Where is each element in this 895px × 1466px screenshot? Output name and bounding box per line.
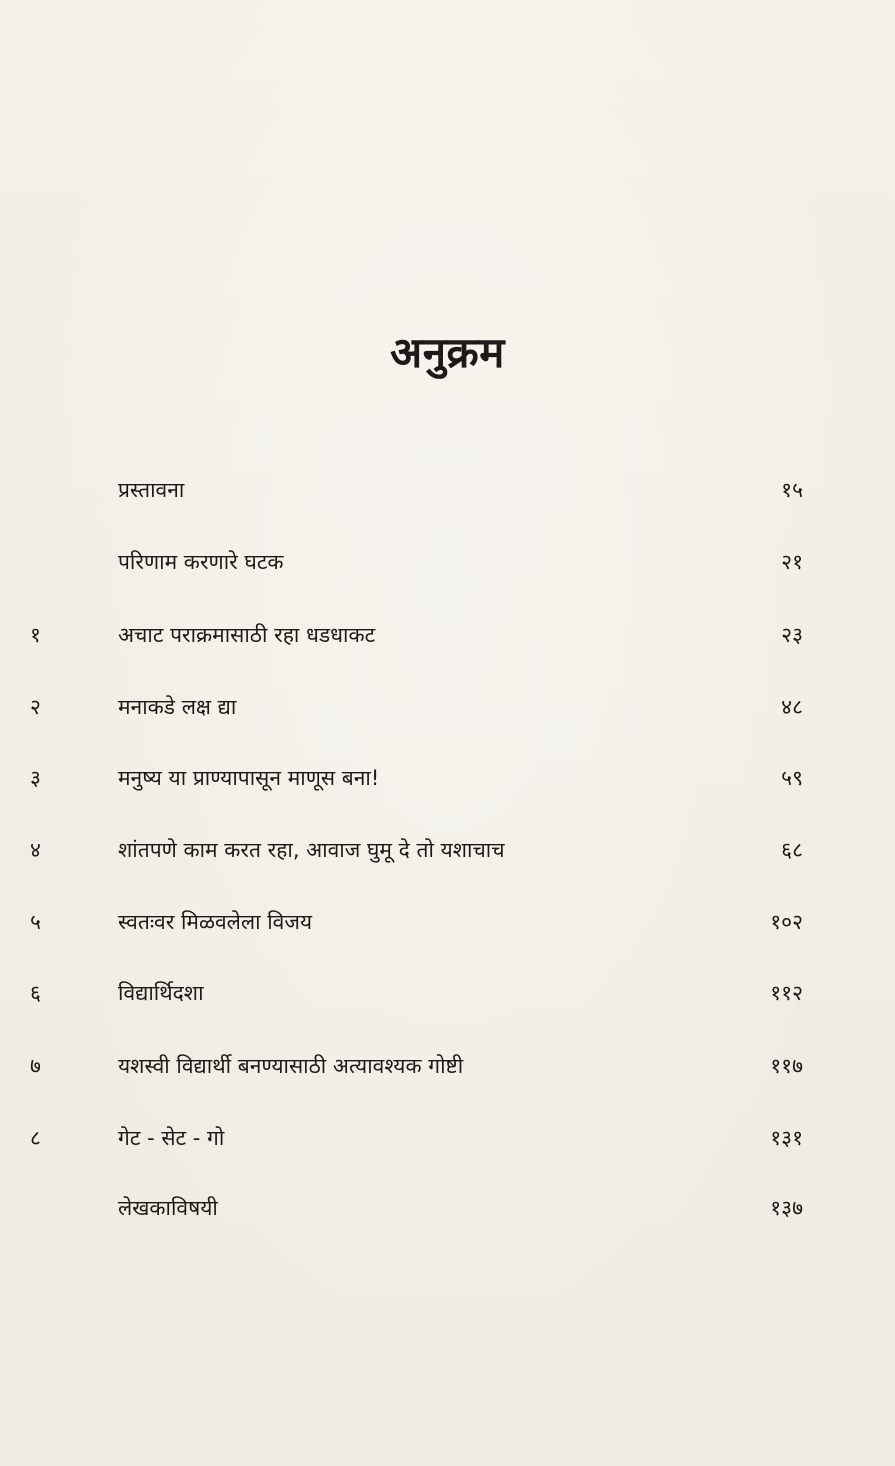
chapter-title: लेखकाविषयी: [118, 1196, 218, 1220]
page-number: १५: [781, 478, 803, 502]
chapter-title: विद्यार्थिदशा: [118, 981, 204, 1005]
toc-row: [0, 615, 895, 655]
toc-row: [0, 973, 895, 1013]
chapter-title: गेट - सेट - गो: [118, 1126, 225, 1150]
toc-row: [0, 830, 895, 870]
toc-row: [0, 1118, 895, 1158]
toc-row: [0, 1188, 895, 1228]
chapter-title: यशस्वी विद्यार्थी बनण्यासाठी अत्यावश्यक गोष्टी: [118, 1054, 464, 1078]
page-number: ५९: [781, 766, 803, 790]
chapter-number: ७: [30, 1054, 41, 1078]
page-number: ११७: [770, 1054, 803, 1078]
chapter-number: ६: [30, 981, 41, 1005]
chapter-title: अचाट पराक्रमासाठी रहा धडधाकट: [118, 623, 376, 647]
page-title: अनुक्रम: [390, 328, 505, 377]
toc-row: [0, 1046, 895, 1086]
chapter-number: २: [30, 695, 41, 719]
page-number: ६८: [781, 838, 803, 862]
page-number: २३: [781, 623, 803, 647]
toc-row: [0, 542, 895, 582]
chapter-number: ४: [30, 838, 41, 862]
page-number: ४८: [781, 695, 803, 719]
chapter-title: मनुष्य या प्राण्यापासून माणूस बना!: [118, 766, 380, 790]
page-number: १३७: [770, 1196, 803, 1220]
toc-row: [0, 470, 895, 510]
chapter-number: १: [30, 623, 41, 647]
chapter-title: परिणाम करणारे घटक: [118, 550, 284, 574]
chapter-title: मनाकडे लक्ष द्या: [118, 695, 237, 719]
chapter-number: ३: [30, 766, 41, 790]
page-number: १३१: [770, 1126, 803, 1150]
chapter-number: ८: [30, 1126, 41, 1150]
toc-row: [0, 902, 895, 942]
chapter-title: प्रस्तावना: [118, 478, 185, 502]
chapter-title: स्वतःवर मिळवलेला विजय: [118, 910, 313, 934]
toc-row: [0, 687, 895, 727]
chapter-number: ५: [30, 910, 41, 934]
page-number: १०२: [770, 910, 803, 934]
page-number: २१: [781, 550, 803, 574]
table-of-contents: [0, 470, 895, 1230]
page-number: ११२: [770, 981, 803, 1005]
chapter-title: शांतपणे काम करत रहा, आवाज घुमू दे तो यशाचाच: [118, 838, 505, 862]
toc-row: [0, 758, 895, 798]
